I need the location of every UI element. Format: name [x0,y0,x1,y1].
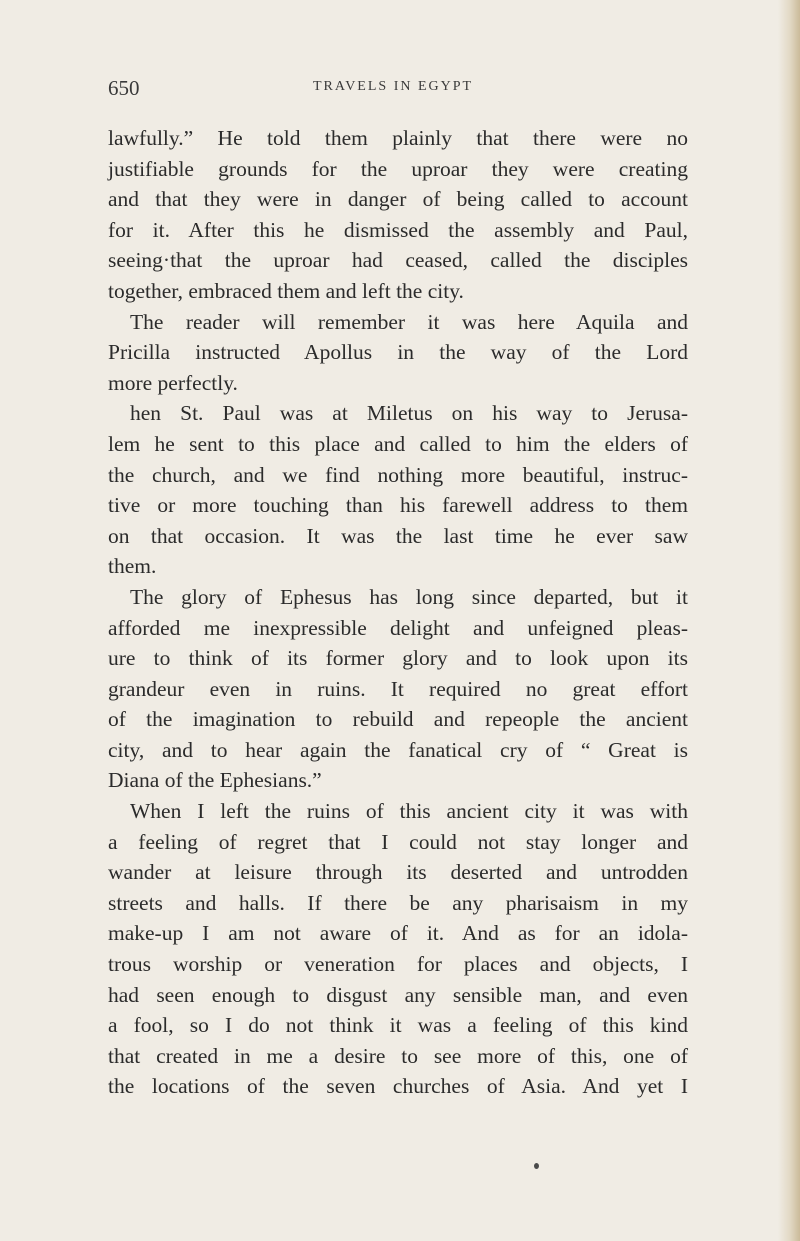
text-line: lem he sent to this place and called to him the elders of [108,431,688,456]
text-line: afforded me inexpressible delight and unfeigned pleas- [108,615,688,640]
text-line: ure to think of its former glory and to look upon its [108,646,688,671]
text-line: that created in me a desire to see more of this, one of [108,1043,688,1068]
text-line: Pricilla instructed Apollus in the way of the Lord [108,340,688,365]
page-header [108,76,708,106]
text-line: Diana of the Ephesians.” [108,768,322,793]
text-line: on that occasion. It was the last time he ever saw [108,523,688,548]
text-line: The reader will remember it was here Aquila and [130,309,688,334]
text-line: the church, and we find nothing more beautiful, instruc- [108,462,688,487]
body-text [108,123,688,1102]
text-line: city, and to hear again the fanatical cry of “ Great is [108,737,688,762]
text-line: more perfectly. [108,370,238,395]
text-line: trous worship or veneration for places and objects, I [108,952,688,977]
text-line: the locations of the seven churches of Asia. And yet I [108,1074,688,1099]
text-line: a feeling of regret that I could not stay longer and [108,829,688,854]
text-line: make-up I am not aware of it. And as for an idola- [108,921,688,946]
text-line: them. [108,554,157,579]
text-line: and that they were in danger of being called to account [108,187,688,212]
ink-speck [534,1163,539,1169]
text-line: of the imagination to rebuild and repeople the ancient [108,707,688,732]
text-line: together, embraced them and left the city. [108,278,464,303]
text-line: When I left the ruins of this ancient city it was with [130,799,688,824]
text-line: streets and halls. If there be any pharisaism in my [108,890,688,915]
text-line: grandeur even in ruins. It required no great effort [108,676,688,701]
text-line: lawfully.” He told them plainly that there were no [108,126,688,150]
text-line: seeing·that the uproar had ceased, called the disciples [108,248,688,273]
text-line: wander at leisure through its deserted and untrodden [108,860,688,885]
text-line: The glory of Ephesus has long since departed, but it [130,584,688,609]
page-edge-shadow [778,0,800,1241]
page-number: 650 [108,76,140,100]
text-line: had seen enough to disgust any sensible man, and even [108,982,688,1007]
text-line: hen St. Paul was at Miletus on his way to Jerusa- [130,401,688,426]
text-line: for it. After this he dismissed the assembly and Paul, [108,217,688,242]
text-line: tive or more touching than his farewell address to them [108,493,688,518]
running-head: TRAVELS IN EGYPT [313,79,474,94]
text-line: justifiable grounds for the uproar they were creating [108,156,688,181]
text-line: a fool, so I do not think it was a feeling of this kind [108,1013,688,1038]
